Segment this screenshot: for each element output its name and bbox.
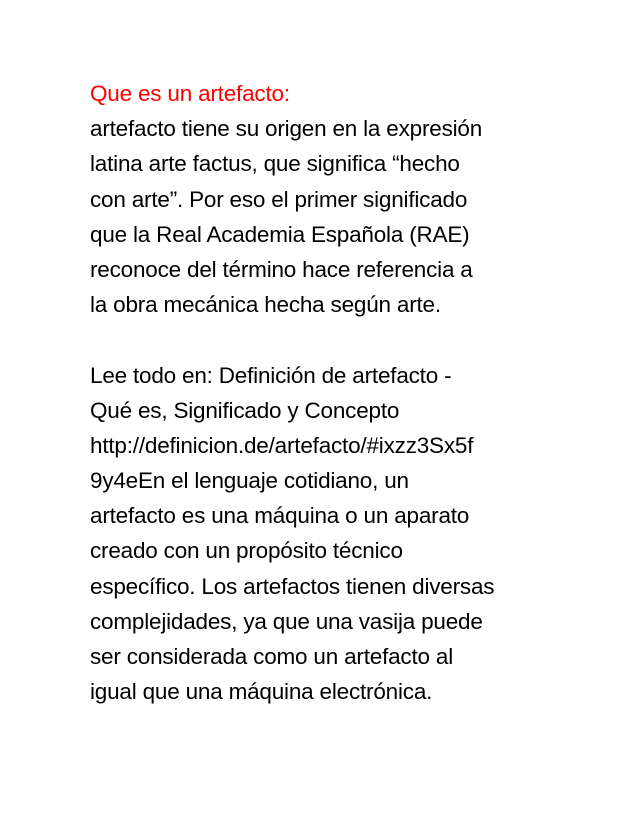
paragraph-1-line: latina arte factus, que significa “hecho (90, 151, 460, 177)
paragraph-2-line: ser considerada como un artefacto al (90, 644, 454, 669)
paragraph-2-line: igual que una máquina electrónica. (90, 679, 433, 705)
paragraph-1-line: con arte”. Por eso el primer significado (90, 186, 468, 212)
paragraph-2-line: 9y4eEn el lenguaje cotidiano, un (90, 468, 409, 494)
paragraph-1-line: artefacto tiene su origen en la expresión (90, 116, 483, 142)
paragraph-1-line: la obra mecánica hecha según arte. (90, 292, 441, 318)
paragraph-2-line: complejidades, ya que una vasija puede (90, 608, 483, 634)
paragraph-2-line: artefacto es una máquina o un aparato (90, 503, 470, 529)
paragraph-2-line: Qué es, Significado y Concepto (90, 397, 400, 423)
document-text (90, 76, 560, 709)
heading: Que es un artefacto: (90, 81, 290, 106)
paragraph-1-line: reconoce del término hace referencia a (90, 256, 473, 282)
paragraph-2-line: http://definicion.de/artefacto/#ixzz3Sx5f (90, 432, 474, 458)
paragraph-2-line: Lee todo en: Definición de artefacto - (90, 362, 452, 388)
paragraph-1 (90, 111, 560, 322)
paragraph-2-line: creado con un propósito técnico (90, 538, 403, 564)
paragraph-2 (90, 358, 560, 710)
paragraph-spacer (90, 322, 560, 357)
paragraph-1-line: que la Real Academia Española (RAE) (90, 221, 470, 247)
paragraph-2-line: específico. Los artefactos tienen diversas (90, 573, 495, 599)
